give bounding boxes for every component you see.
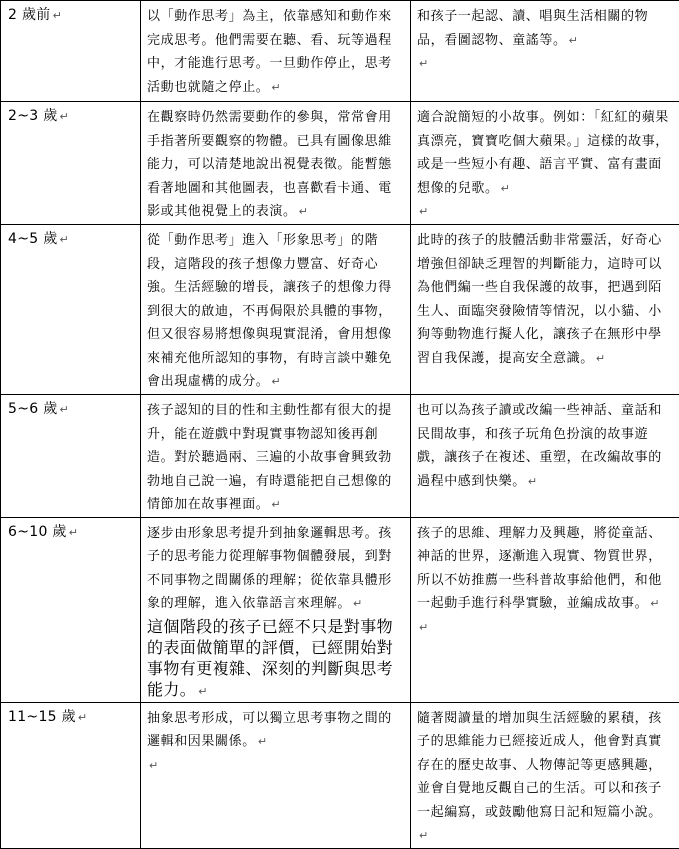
- paragraph-mark-icon: ↵: [149, 759, 159, 772]
- development-cell: [141, 395, 411, 518]
- paragraph-mark-icon: ↵: [60, 110, 70, 123]
- paragraph-mark-icon: ↵: [271, 498, 281, 511]
- age-label: 2~3 歲: [8, 108, 58, 124]
- paragraph-mark-icon: ↵: [419, 57, 429, 70]
- age-label: 11~15 歲: [8, 709, 76, 725]
- paragraph-mark-icon: ↵: [60, 403, 70, 416]
- paragraph-mark-icon: ↵: [271, 81, 281, 94]
- story-cell: [411, 395, 679, 518]
- paragraph-mark-icon: ↵: [419, 829, 429, 842]
- development-text: 從「動作思考」進入「形象思考」的階段，這階段的孩子想像力豐富、好奇心強。生活經驗的增長，讓孩子的想像力得到很大的啟迪，不再侷限於具體的事物，但又很容易將想像與現實混淆，會用想像來補充他所認知的事物，有時言談中難免會出現虛構的成分。: [147, 233, 392, 389]
- story-text: 和孩子一起認、讀、唱與生活相關的物品，看圖認物、童謠等。: [417, 9, 648, 48]
- age-label: 4~5 歲: [8, 231, 58, 247]
- paragraph-mark-icon: ↵: [60, 233, 70, 246]
- age-label: 6~10 歲: [8, 524, 67, 540]
- paragraph-mark-icon: ↵: [419, 621, 429, 634]
- development-text: 在觀察時仍然需要動作的參與，常常會用手指著所要觀察的物體。已具有圖像思維能力，可以清楚地說出視覺表徵。能暫態看著地圖和其他圖表，也喜歡看卡通、電影或其他視覺上的表演。: [147, 110, 392, 219]
- paragraph-mark-icon: ↵: [299, 205, 309, 218]
- development-cell: [141, 225, 411, 395]
- development-extra-text: 這個階段的孩子已經不只是對事物的表面做簡單的評價，已經開始對事物有更複雜、深刻的判斷與思考能力。: [147, 617, 393, 699]
- paragraph-mark-icon: ↵: [650, 597, 660, 610]
- age-label: 2 歲前: [8, 7, 51, 23]
- paragraph-mark-icon: ↵: [78, 711, 88, 724]
- story-text: 適合說簡短的小故事。例如：「紅紅的蘋果真漂亮，寶寶吃個大蘋果。」這樣的故事，或是一些短小有趣、語言平實、富有畫面想像的兒歌。: [417, 110, 669, 196]
- story-cell: [411, 517, 679, 702]
- story-text: 此時的孩子的肢體活動非常靈活，好奇心增強但卻缺乏理智的判斷能力，這時可以為他們編一些自我保護的故事，把遇到陌生人、面臨突發險情等情況，以小貓、小狗等動物進行擬人化，讓孩子在無形中學習自我保護，提高安全意識。: [417, 233, 662, 366]
- table-row: [1, 702, 679, 848]
- age-cell: [1, 102, 141, 225]
- story-cell: [411, 102, 679, 225]
- table-row: [1, 1, 679, 102]
- story-text: 隨著閱讀量的增加與生活經驗的累積，孩子的思維能力已經接近成人，他會對真實存在的歷史故事、人物傳記等更感興趣，並會自覺地反觀自己的生活。可以和孩子一起編寫，或鼓勵他寫日記和短篇小說。: [417, 711, 662, 820]
- table-row: [1, 225, 679, 395]
- story-text: 也可以為孩子讀或改編一些神話、童話和民間故事，和孩子玩角色扮演的故事遊戲，讓孩子在複述、重塑，在改編故事的過程中感到快樂。: [417, 403, 662, 489]
- paragraph-mark-icon: ↵: [501, 182, 511, 195]
- story-text: 孩子的思維、理解力及興趣，將從童話、神話的世界，逐漸進入現實、物質世界，所以不妨推薦一些科普故事給他們，和他一起動手進行科學實驗，並編成故事。: [417, 526, 662, 612]
- age-cell: [1, 517, 141, 702]
- table-row: [1, 102, 679, 225]
- paragraph-mark-icon: ↵: [596, 352, 606, 365]
- paragraph-mark-icon: ↵: [198, 685, 208, 698]
- age-cell: [1, 395, 141, 518]
- paragraph-mark-icon: ↵: [528, 475, 538, 488]
- development-cell: [141, 702, 411, 848]
- paragraph-mark-icon: ↵: [353, 597, 363, 610]
- development-cell: [141, 1, 411, 102]
- development-cell: [141, 102, 411, 225]
- paragraph-mark-icon: ↵: [53, 9, 63, 22]
- age-label: 5~6 歲: [8, 401, 58, 417]
- table-row: [1, 395, 679, 518]
- paragraph-mark-icon: ↵: [271, 375, 281, 388]
- paragraph-mark-icon: ↵: [419, 205, 429, 218]
- development-text: 以「動作思考」為主，依靠感知和動作來完成思考。他們需要在聽、看、玩等過程中，才能進行思考。一旦動作停止，思考活動也就隨之停止。: [147, 9, 392, 95]
- age-cell: [1, 1, 141, 102]
- development-text: 抽象思考形成，可以獨立思考事物之間的邏輯和因果關係。: [147, 711, 392, 750]
- paragraph-mark-icon: ↵: [258, 735, 268, 748]
- table-row: [1, 517, 679, 702]
- development-text: 逐步由形象思考提升到抽象邏輯思考。孩子的思考能力從理解事物個體發展，到對不同事物之間關係的理解；從依靠具體形象的理解，進入依靠語言來理解。: [147, 526, 392, 612]
- paragraph-mark-icon: ↵: [69, 526, 79, 539]
- story-cell: [411, 225, 679, 395]
- age-cell: [1, 225, 141, 395]
- paragraph-mark-icon: ↵: [569, 34, 579, 47]
- development-cell: [141, 517, 411, 702]
- story-cell: [411, 1, 679, 102]
- story-cell: [411, 702, 679, 848]
- development-text: 孩子認知的目的性和主動性都有很大的提升，能在遊戲中對現實事物認知後再創造。對於聽過兩、三遍的小故事會興致勃勃地自己說一遍，有時還能把自己想像的情節加在故事裡面。: [147, 403, 392, 512]
- age-cell: [1, 702, 141, 848]
